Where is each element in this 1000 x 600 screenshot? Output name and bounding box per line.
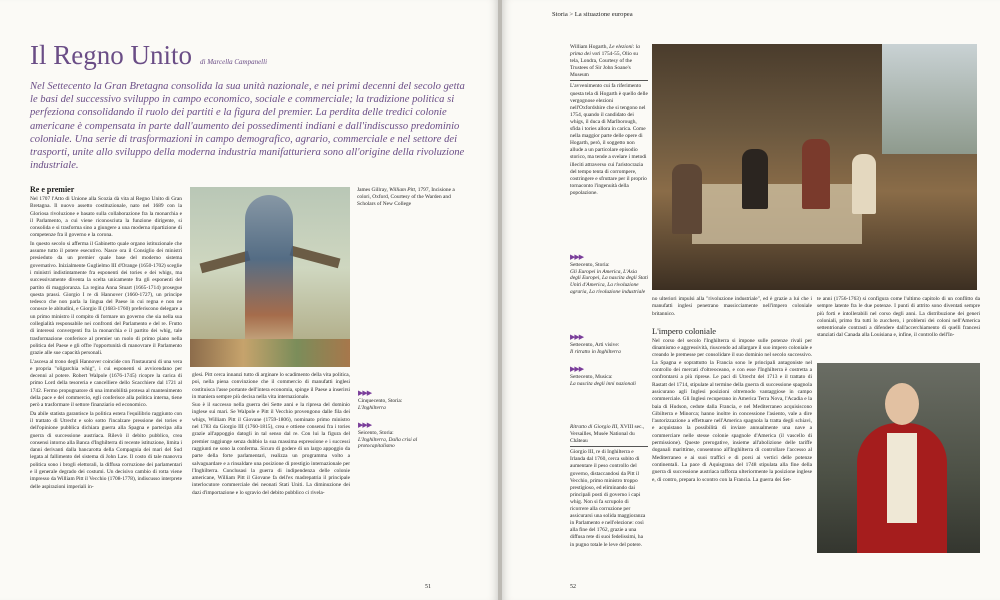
paragraph: te anni (1756-1763) si configura come l'ultimo capitolo di un conflitto da sempre latente fra le due potenze. I punti di attrito sono diventati sempre più forti e intollerabili nel corso degli anni. La distribuzione dei generi coloniali, primo fra tutti lo zucchero, i problemi dei coloni nell'America settentrionale contrasti a difendere dall'accerchiamento di quelli francesi stanziati dal Canada alla Louisiana e, infine, il controllo dell'In- [817,296,980,339]
paragraph: Nel corso del secolo l'Inghilterra si impone sulle potenze rivali per dinamismo e aggressività, riuscendo ad allargare il suo impero coloniale e creando le premesse per consolidare il suo dominio nel secolo successivo. La Spagna e soprattutto la Francia sono le principali antagoniste nel controllo dei mercati d'oltreoceano, e con esse l'Inghilterra è costretta a confrontarsi a più riprese. Le paci di Utrecht del 1713 e il trattato di Rastatt del 1714, stipulate al termine della guerra di successione spagnola assicurano agli Inglesi posizioni oltremodo vantaggiose in campo commerciale. Gli Inglesi recuperano in America Terra Nova, l'Acadia e la baia di Hudson, cedute dalla Francia, e nel Mediterraneo acquisiscono Gibilterra e Minorca; hanno inoltre in concessione l'asiento, vale a dire l'autorizzazione a effettuare nell'America spagnola la tratta degli schiavi, e acquistano la possibilità di inviare annualmente una nave a commerciare nelle stesse colonie spagnole d'America (il vascello di permissione). Queste prerogative, insieme all'abolizione delle tariffe doganali marittime, consentono all'Inghilterra di controllare l'accesso al Mediterraneo e ai suoi traffici e di porsi ai vertici delle potenze continentali. La pace di Aquisgrana del 1748 stipulata alla fine della guerra di successione austriaca rafforza ulteriormente la posizione inglese e, di contro, prepara lo scontro con la Francia. La guerra dei Set- [652,337,812,483]
george-iii-portrait [817,363,980,553]
page-number: 52 [570,584,576,590]
hogarth-description: L'avvenimento cui fa riferimento questa tela di Hogarth è quello delle vergognose elezioni nell'Oxfordshire che si tengono nel 1754, quando il candidato dei whigs, il duca di Marlborough, sfida i tories allora in carica. Come nella maggior parte delle opere di Hogarth, però, il soggetto non allude a un particolare episodio storico, ma tende a svelare i metodi illeciti attraverso cui l'aristocrazia del tempo tenta di corrompere, costringere e sfruttare per il proprio tornaconto l'ingenuità della popolazione. [570,83,648,196]
gillray-caption: James Gillray, William Pitt, 1797, Incisione a colori, Oxford, Courtesy of the Warden and Scholars of New College [357,187,455,208]
section-heading-re-e-premier: Re e premier [30,185,75,194]
cross-reference-settecento-musica[interactable]: ▶▶▶ Settecento, Musica: La nascita degli inni nazionali [570,366,648,387]
right-column-2 [817,296,980,360]
triple-arrow-icon: ▶▶▶ [570,253,584,261]
right-page [502,0,1000,600]
paragraph: L'ascesa al trono degli Hannover coincide con l'instaurarsi di una vera e propria "oligarchia whig", i cui esponenti si avvicendano per decenni al potere. Robert Walpole (1676-1745) ricopre la carica di primo Lord della tesoreria e cancelliere dello Scacchiere dal 1721 al 1742. Fermo propugnatore di una immobilità protesa al mantenimento della pace e del commercio, egli conferisce alla politica interna, tiene però a trasformare il settore finanziario ed economico. [30,358,182,409]
gillray-pitt-illustration [190,187,350,367]
portrait-caption: Ritratto di Giorgio III, XVIII sec., Versailles, Musée National du Château Giorgio III, re di Inghilterra e Irlanda dal 1760, cerca subito di aumentare il peso controllo del governo, distaccandosi da Pitt il Vecchio, primo ministro troppo prestigioso, ed eliminando dai principali posti di governo i capi whig. Non si fa scrupolo di ricorrere alla corruzione per assicurarsi una solida maggioranza in Parlamento e nell'elezione: così alla fine del 1762, grazie a una diffusa rete di suoi fedelissimi, ha in pugno totale le leve del potere. [570,424,648,549]
cross-reference-settecento-storia[interactable]: ▶▶▶ Settecento, Storia: Gli Europei in America, L'Asia degli Europei, La nascita degli Stati Uniti d'America, La rivoluzione agraria, La rivoluzione industriale [570,253,648,295]
left-page [0,0,498,600]
hogarth-caption: William Hogarth, Le elezioni: la prima dei voti 1754-55, Olio su tela, Londra, Courtesy of the Trustees of Sir John Soane's Museum L'avvenimento cui fa riferimento questa tela di Hogarth è quello delle vergognose elezioni nell'Oxfordshire che si tengono nel 1754, quando il candidato dei whigs, il duca di Marlborough, sfida i tories allora in carica. Come nella maggior parte delle opere di Hogarth, però, il soggetto non allude a un particolare episodio storico, ma tende a svelare i metodi illeciti attraverso cui l'aristocrazia del tempo tenta di corrompere, costringere e sfruttare per il proprio tornaconto l'ingenuità della popolazione. [570,44,648,196]
right-column-1 [652,296,812,596]
section-heading-impero-coloniale: L'impero coloniale [652,325,717,336]
running-head: Storia > La situazione europea [552,11,633,18]
cross-reference-seicento[interactable]: ▶▶▶ Seicento, Storia: L'Inghilterra, Dalla crisi al protocapitalismo [358,422,448,450]
chapter-intro: Nel Settecento la Gran Bretagna consolida la sua unità nazionale, e nei primi decenni del secolo getta le basi del successivo sviluppo in campo economico, sociale e commerciale; la tradizione politica si perfeziona consolidando il ruolo dei partiti e la figura del premier. La perdita delle tredici colonie americane è compensata in parte dall'aumento dei possedimenti indiani e dall'indiscusso predominio coloniale. Una serie di trasformazioni in campo demografico, agrario, commerciale e nel settore dei trasporti, unite allo sviluppo della moderna industria manifatturiera sono all'origine della rivoluzione industriale. [30,81,465,172]
cross-reference-cinquecento[interactable]: ▶▶▶ Cinquecento, Storia: L'Inghilterra [358,390,448,411]
paragraph: no ulteriori impulsi alla "rivoluzione industriale", ed è grazie a lui che i manufatti inglesi penetrano massicciamente nell'impero coloniale britannico. [652,296,812,317]
paragraph: glesi. Pitt cerca innanzi tutto di arginare lo scadimento della vita politica, poi, nella piena convinzione che il commercio di manufatti inglesi costituisca l'asse portante dell'intera economia, spinge il Paese a inserirsi in maniera sempre più decisa nella vita internazionale. [192,372,350,400]
portrait-description: Giorgio III, re di Inghilterra e Irlanda dal 1760, cerca subito di aumentare il peso controllo del governo, distaccandosi da Pitt il Vecchio, primo ministro troppo prestigioso, ed eliminando dai principali posti di governo i capi whig. Non si fa scrupolo di ricorrere alla corruzione per assicurarsi una solida maggioranza in Parlamento e nell'elezione: così alla fine del 1762, grazie a una diffusa rete di suoi fedelissimi, ha in pugno totale le leve del potere. [570,449,646,548]
triple-arrow-icon: ▶▶▶ [570,333,584,341]
page-number: 51 [425,584,431,590]
chapter-title-row [30,40,470,71]
paragraph: Suo è il successo nella guerra dei Sette anni e la ripresa del dominio inglese sui mari. Se Walpole e Pitt il Vecchio provengono dalle fila dei whigs, William Pitt il Giovane (1759-1806), nominato primo ministro nel 1783 da Giorgio III (1760-1815), crea e ottiene consensi fra i tories grazie all'appoggio datogli in tal senso dal re. Con lui la figura del premier raggiunge senza dubbio la sua massima espressione e i successi raggiunti ne sono la conferma. Sicuro di godere di un largo appoggio da parte della forte parlamentari, realizza un programma volto a salvaguardare e a rinsaldare una posizione di prestigio internazionale per l'Inghilterra. Conclusasi la guerra di indipendenza delle colonie americane, William Pitt il Giovane fa dell'ex madrepatria il principale interlocutore commerciale dei neonati Stati Uniti. La diminuzione dei dazi d'importazione e lo sgravio del debito pubblico ci rivela- [192,402,350,496]
triple-arrow-icon: ▶▶▶ [358,421,372,429]
cross-reference-settecento-arti[interactable]: ▶▶▶ Settecento, Arti visive: Il ritratto in Inghilterra [570,334,648,355]
paragraph: Nel 1707 l'Atto di Unione alla Scozia dà vita al Regno Unito di Gran Bretagna. Il nuovo assetto costituzionale, nato nel 1689 con la Gloriosa rivoluzione e basato sulla collaborazione fra la monarchia e il Parlamento, a cui viene riconosciuta la funzione dirigente, si consolida e si trasforma sino a giungere a una moderna ripartizione di competenze fra il governo e la corona. [30,196,182,239]
chapter-title: Il Regno Unito [30,40,192,70]
triple-arrow-icon: ▶▶▶ [358,389,372,397]
paragraph: In questo secolo si afferma il Gabinetto quale organo istituzionale che assume tutto il potere esecutivo. Nasce ora il Consiglio dei ministri presieduto da un premier quale base del moderno sistema governativo. Inizialmente Guglielmo III d'Orange (1650-1702) sceglie i ministri indistintamente fra esponenti dei tories e dei whigs, ma successivamente diventa la scelta unicamente fra gli esponenti del partito di maggioranza. La regina Anna Stuart (1665-1714) prosegue questa prassi. Giorgio I re di Hannover (1660-1727), un principe tedesco che non parla la lingua del Paese in cui regna e non ne conosce le abitudini, e Giorgio II (1683-1760) preferiscono delegare a un primo ministro il compito di formare un governo che sia nella sua collegialità responsabile nei confronti del Parlamento e del re. Frutto di interessi convergenti fra la monarchia e il partito dei whig, tale trasformazione conferisce al premier un ruolo di primo piano nella politica del Paese e gli offre l'opportunità di manovrare il Parlamento grazie alle sue capacità personali. [30,240,182,357]
chapter-author: di Marcella Campanelli [200,58,268,66]
hogarth-elections-painting [652,44,977,290]
triple-arrow-icon: ▶▶▶ [570,365,584,373]
left-column-1 [30,185,182,590]
paragraph: Da abile statista garantisce la politica estera l'equilibrio raggiunto con il trattato di Utrecht e solo sotto l'incalzare pressione dei tories e dell'opinione pubblica dichiara guerra alla Spagna e partecipa alla guerra di successione austriaca. Rilevò il debito pubblico, crea consensi intorno alla Banca d'Inghilterra di recente istituzione, limita i danni derivanti dalla bancarotta della Compagnia dei mari del Sud legata al fallimento del sistema di John Law. Il costo di tale manovra politica sono i brogli elettorali, la diffusa corruzione dei parlamentari e il generale degrado dei costumi. Un decisivo cambio di rotta viene impresso da William Pitt il Vecchio (1708-1778), indiscusso interprete delle aspirazioni imperiali in- [30,410,182,490]
left-column-2 [192,372,350,557]
